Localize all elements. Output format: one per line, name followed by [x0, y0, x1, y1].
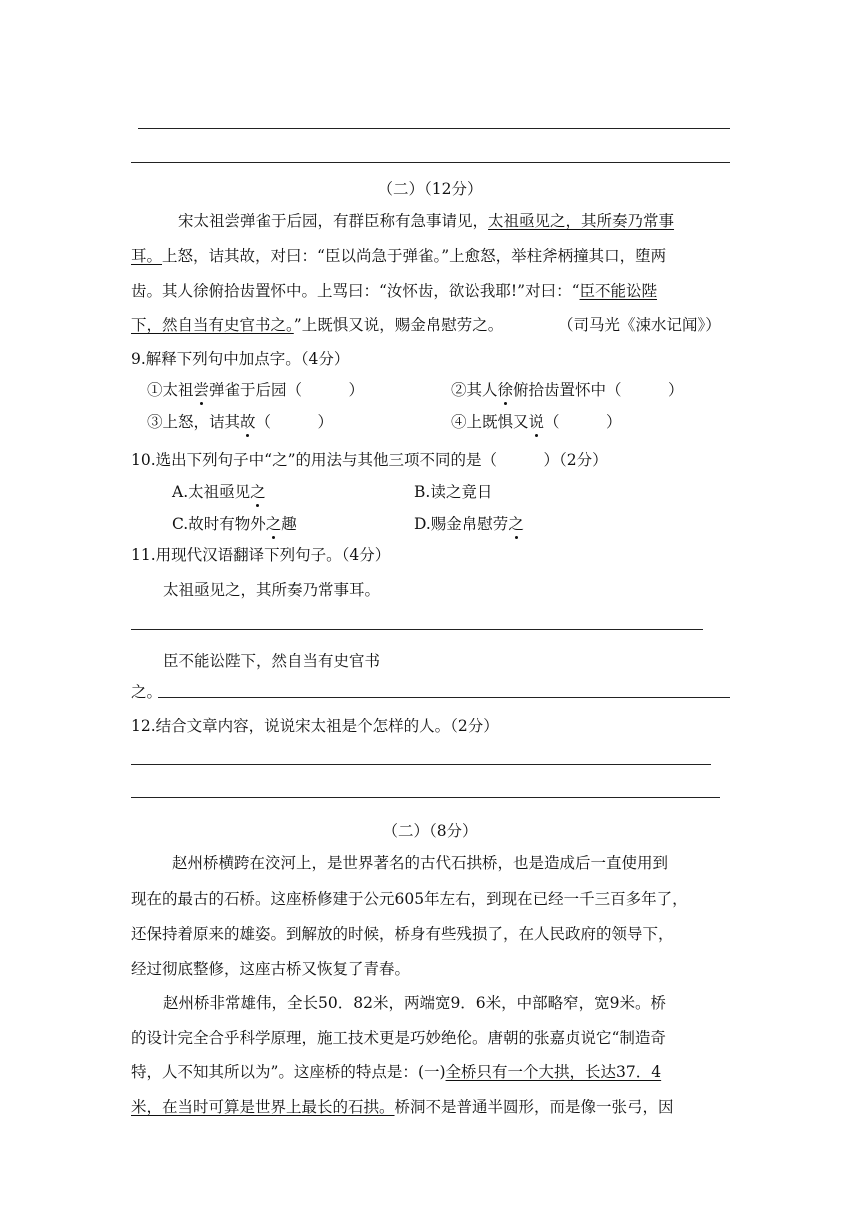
passage-line: 宋太祖尝弹雀于后园，有群臣称有急事请见，太祖亟见之，其所奏乃常事 — [178, 212, 675, 230]
question-10-option-c[interactable]: C.故时有物外之趣 — [172, 515, 297, 533]
question-11-sentence-2: 臣不能讼陛下，然自当有史官书 — [163, 652, 381, 670]
question-9-item-2[interactable]: ②其人徐俯拾齿置怀中（ ） — [451, 381, 684, 399]
passage-line: 米，在当时可算是世界上最长的石拱。桥洞不是普通半圆形，而是像一张弓，因 — [131, 1098, 674, 1116]
answer-line[interactable] — [158, 697, 730, 698]
question-11-title: 11.用现代汉语翻译下列句子。（4分） — [131, 546, 391, 564]
passage-line: 耳。上怒，诘其故，对曰：“臣以尚急于弹雀。”上愈怒，举柱斧柄撞其口，堕两 — [131, 247, 667, 265]
passage-line: 齿。其人徐俯拾齿置怀中。上骂曰：“汝怀齿，欲讼我耶!”对曰：“臣不能讼陛 — [131, 282, 658, 300]
section-heading: （二）（8分） — [382, 822, 478, 840]
question-10-option-b[interactable]: B.读之竟日 — [414, 483, 493, 501]
question-10-option-a[interactable]: A.太祖亟见之 — [172, 483, 266, 501]
passage-line: 经过彻底整修，这座古桥又恢复了青春。 — [131, 960, 411, 978]
answer-line[interactable] — [131, 764, 711, 765]
question-9-item-4[interactable]: ④上既惧又说（ ） — [451, 413, 622, 431]
section-heading: （二）（12分） — [377, 180, 483, 198]
question-11-sentence-1: 太祖亟见之，其所奏乃常事耳。 — [163, 581, 381, 599]
question-10-option-d[interactable]: D.赐金帛慰劳之 — [414, 515, 524, 533]
passage-line: 下，然自当有史官书之。”上既惧又说，赐金帛慰劳之。 — [131, 316, 504, 334]
question-10-title: 10.选出下列句子中“之”的用法与其他三项不同的是（ ）（2分） — [131, 451, 608, 469]
question-9-item-3[interactable]: ③上怒，诘其故（ ） — [147, 413, 334, 431]
passage-line: 还保持着原来的雄姿。到解放的时候，桥身有些残损了，在人民政府的领导下， — [131, 925, 674, 943]
passage-line: 特，人不知其所以为”。这座桥的特点是：(一)全桥只有一个大拱，长达37．4 — [131, 1063, 662, 1081]
passage-line: 赵州桥横跨在洨河上，是世界著名的古代石拱桥，也是造成后一直使用到 — [172, 854, 669, 872]
question-12-title: 12.结合文章内容，说说宋太祖是个怎样的人。（2分） — [131, 717, 499, 735]
answer-line[interactable] — [131, 162, 730, 163]
passage-line: 赵州桥非常雄伟，全长50．82米，两端宽9．6米，中部略窄，宽9米。桥 — [163, 994, 667, 1012]
answer-line[interactable] — [138, 128, 730, 129]
question-9-item-1[interactable]: ①太祖尝弹雀于后园（ ） — [147, 381, 365, 399]
passage-source: （司马光《涑水记闻》） — [558, 316, 721, 334]
question-11-sentence-2-end: 之。 — [131, 683, 163, 701]
passage-line: 的设计完全合乎科学原理，施工技术更是巧妙绝伦。唐朝的张嘉贞说它“制造奇 — [131, 1029, 666, 1047]
answer-line[interactable] — [131, 629, 703, 630]
question-9-title: 9.解释下列句中加点字。（4分） — [131, 350, 350, 368]
answer-line[interactable] — [131, 797, 720, 798]
passage-line: 现在的最古的石桥。这座桥修建于公元605年左右，到现在已经一千三百多年了， — [131, 890, 688, 908]
